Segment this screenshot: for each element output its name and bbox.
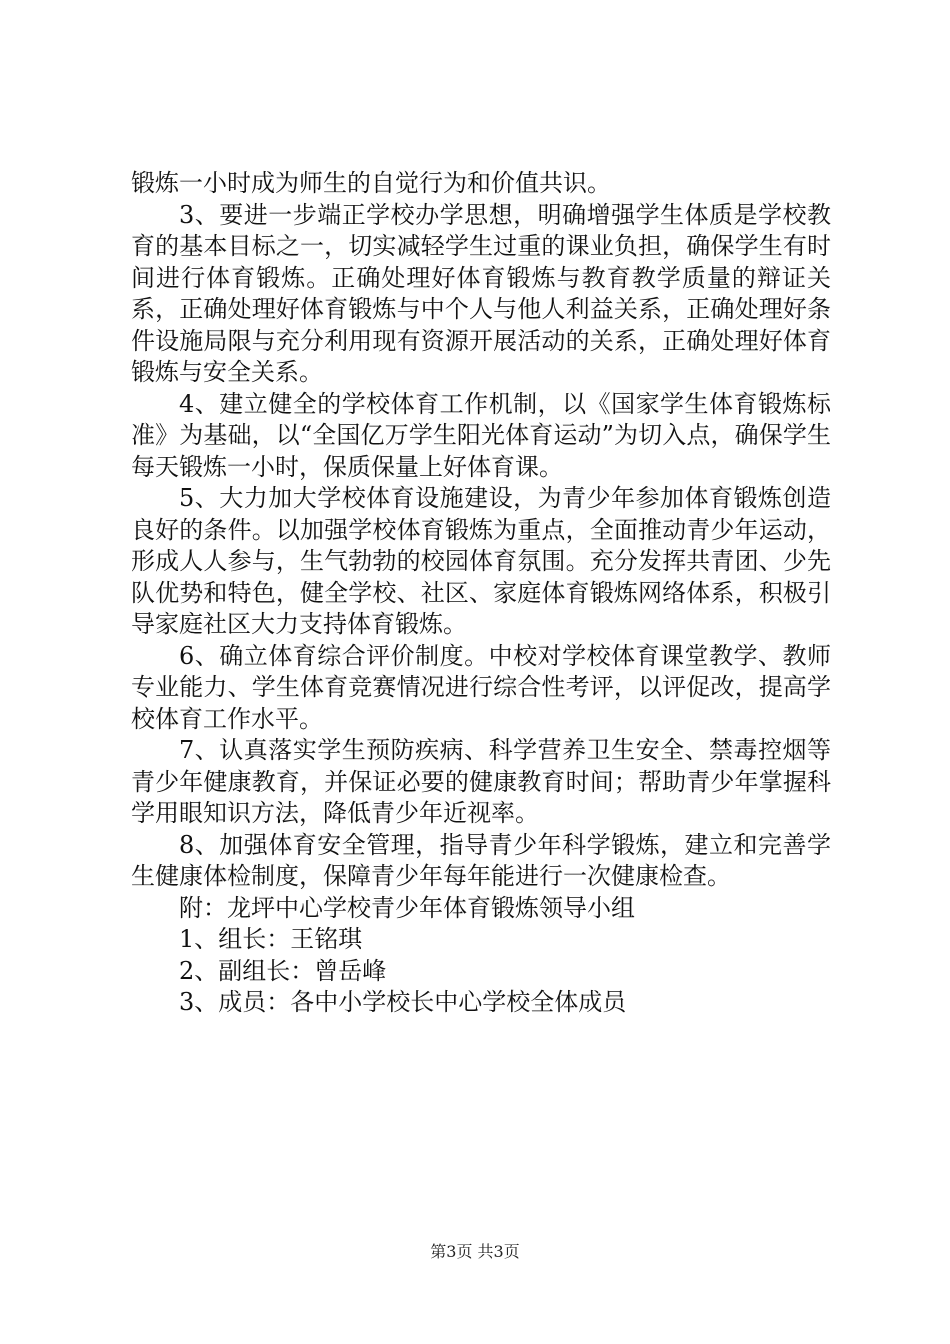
paragraph-item-5: 5、大力加大学校体育设施建设，为青少年参加体育锻炼创造良好的条件。以加强学校体育锻炼为重点，全面推动青少年运动，形成人人参与，生气勃勃的校园体育氛围。充分发挥共青团、少先队优势和特色，健全学校、社区、家庭体育锻炼网络体系，积极引导家庭社区大力支持体育锻炼。: [131, 484, 831, 638]
document-body: [131, 168, 831, 1019]
page-number-footer: 第3页 共3页: [430, 1242, 520, 1261]
appendix-members: 3、成员：各中小学校长中心学校全体成员: [179, 988, 627, 1016]
appendix-deputy-leader: 2、副组长：曾岳峰: [179, 956, 387, 985]
paragraph-item-4: 4、建立健全的学校体育工作机制，以《国家学生体育锻炼标准》为基础，以“全国亿万学生阳光体育运动”为切入点，确保学生每天锻炼一小时，保质保量上好体育课。: [131, 389, 831, 481]
paragraph-item-3: 3、要进一步端正学校办学思想，明确增强学生体质是学校教育的基本目标之一，切实减轻学生过重的课业负担，确保学生有时间进行体育锻炼。正确处理好体育锻炼与教育教学质量的辩证关系，正确处理好体育锻炼与中个人与他人利益关系，正确处理好条件设施局限与充分利用现有资源开展活动的关系，正确处理好体育锻炼与安全关系。: [131, 200, 831, 386]
paragraph-item-8: 8、加强体育安全管理，指导青少年科学锻炼，建立和完善学生健康体检制度，保障青少年每年能进行一次健康检查。: [131, 830, 831, 890]
paragraph-item-6: 6、确立体育综合评价制度。中校对学校体育课堂教学、教师专业能力、学生体育竞赛情况进行综合性考评，以评促改，提高学校体育工作水平。: [131, 641, 831, 733]
appendix-leader: 1、组长：王铭琪: [179, 925, 363, 953]
paragraph-item-7: 7、认真落实学生预防疾病、科学营养卫生安全、禁毒控烟等青少年健康教育，并保证必要的健康教育时间；帮助青少年掌握科学用眼知识方法，降低青少年近视率。: [131, 736, 831, 827]
paragraph-continuation: 锻炼一小时成为师生的自觉行为和价值共识。: [131, 169, 611, 197]
appendix-heading: 附：龙坪中心学校青少年体育锻炼领导小组: [179, 893, 635, 922]
